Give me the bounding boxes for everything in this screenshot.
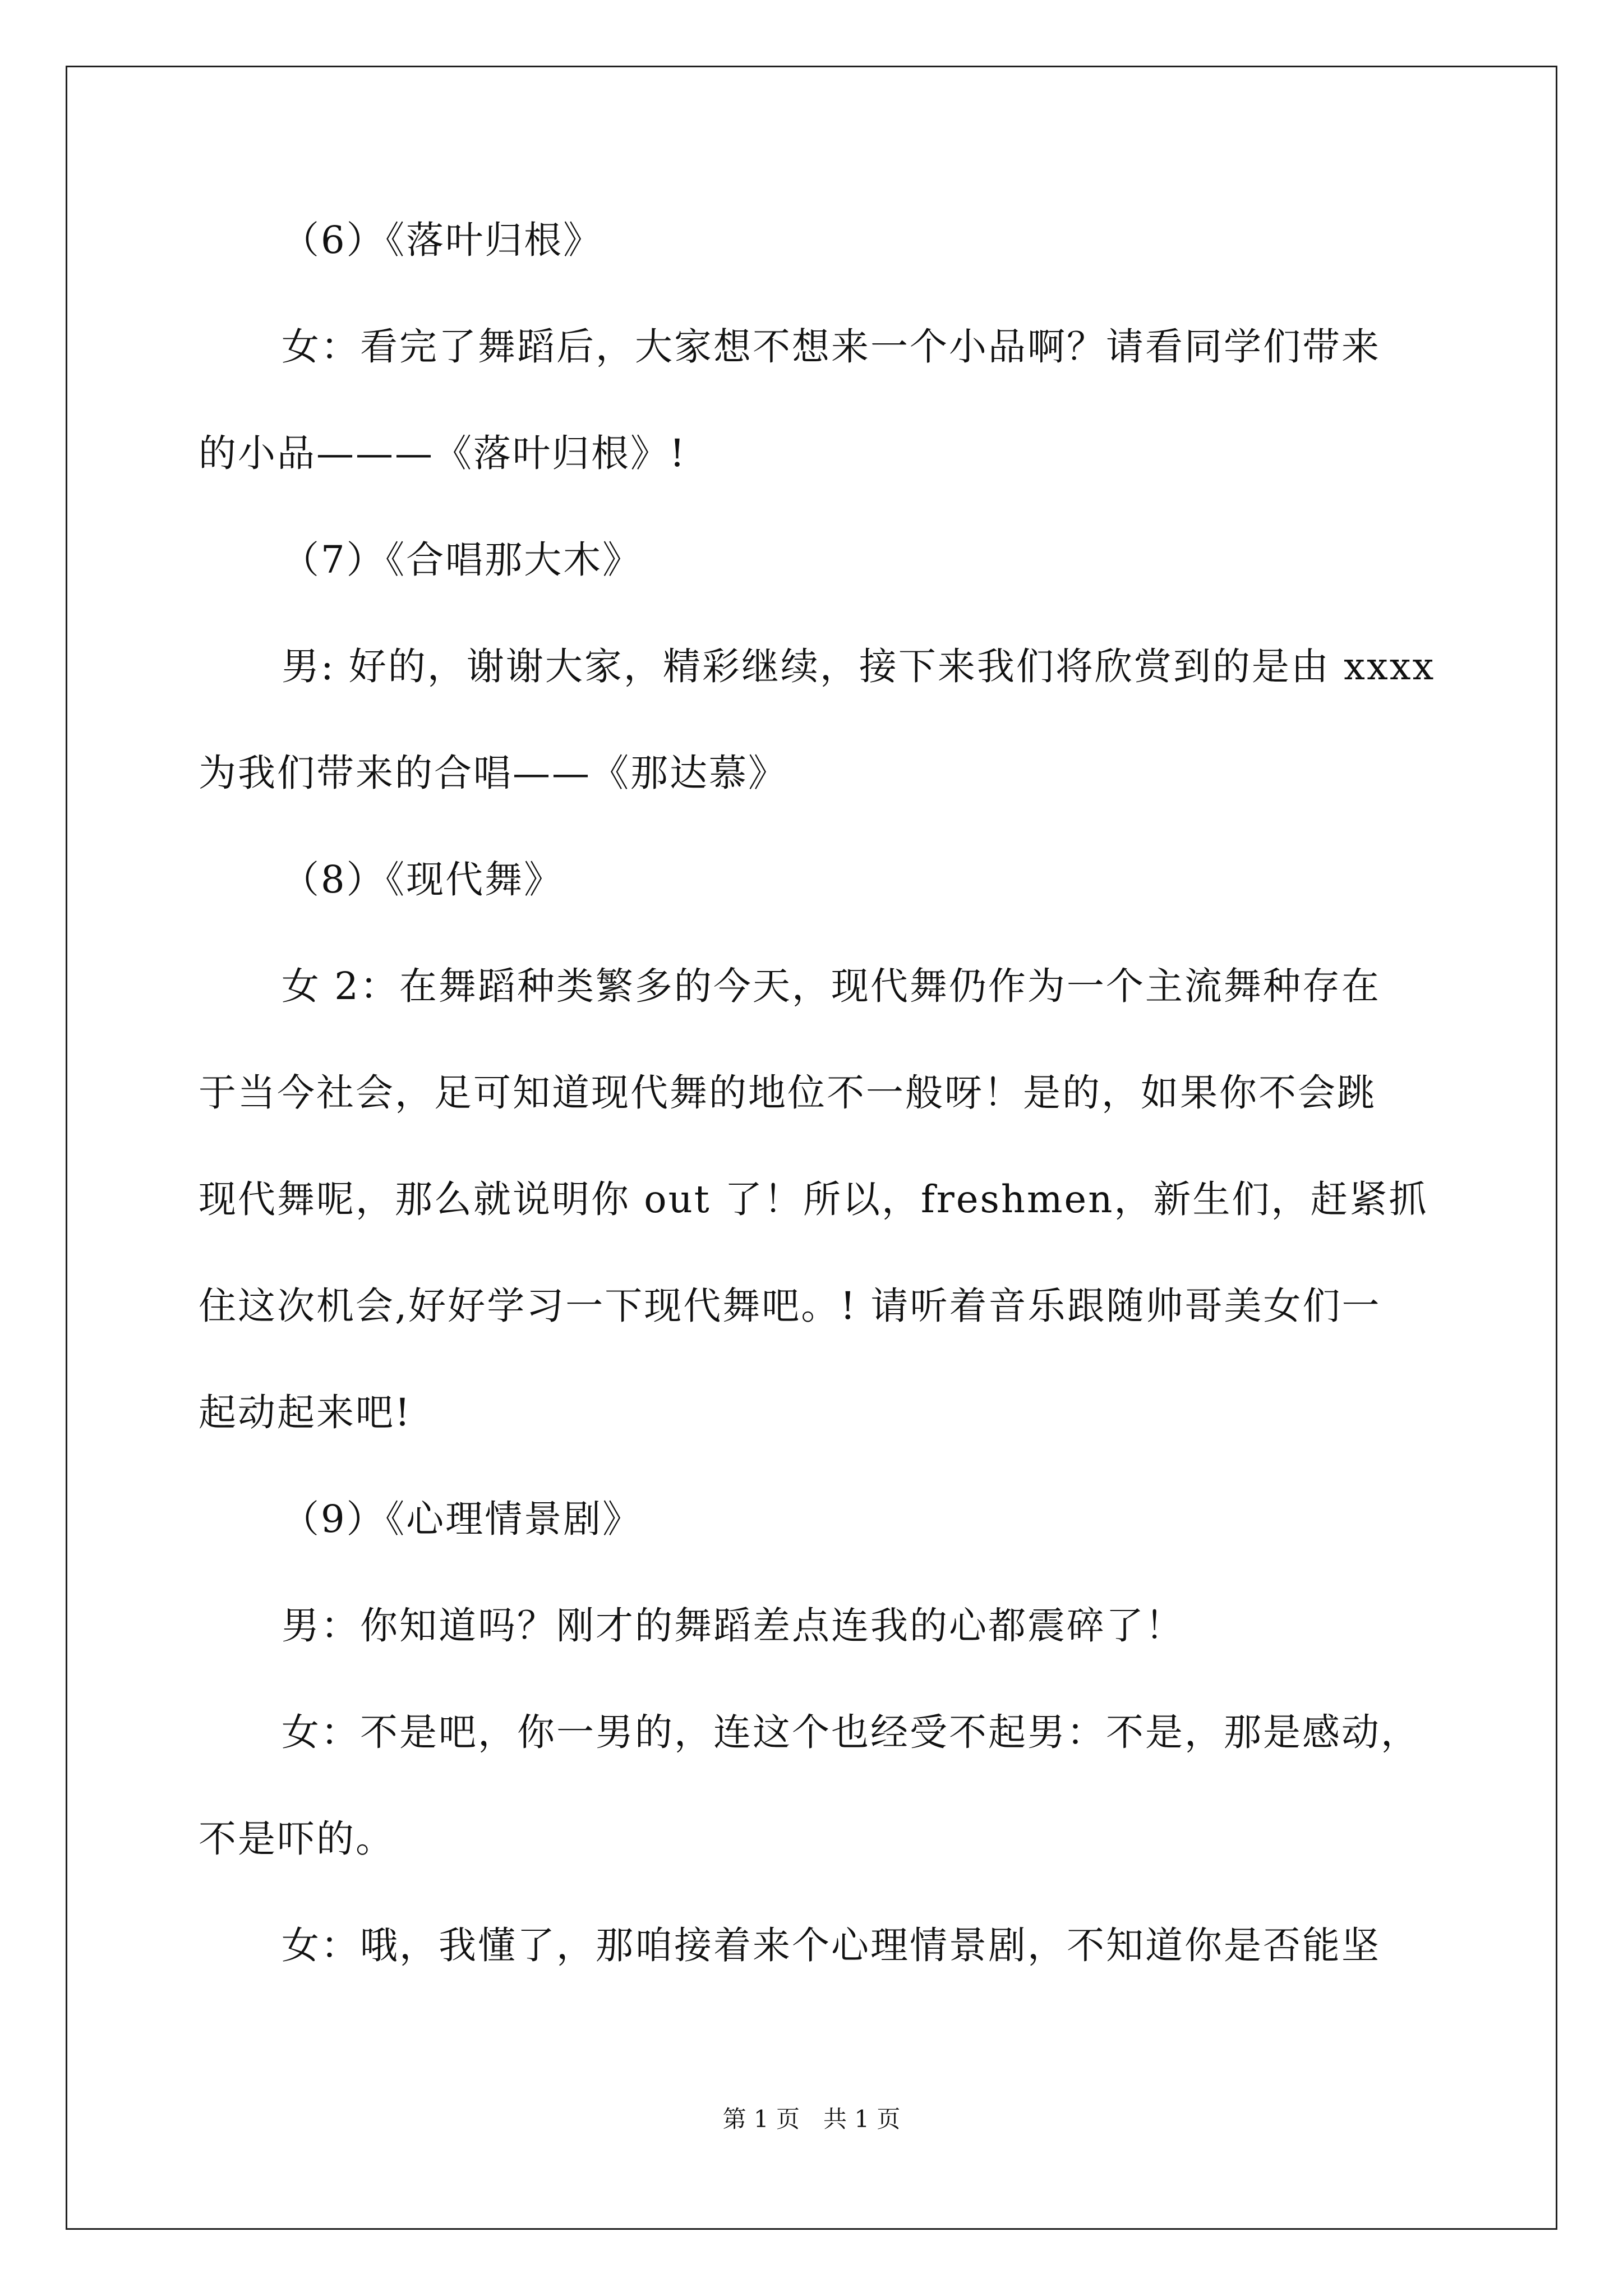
- paragraph-line: 女：哦，我懂了，那咱接着来个心理情景剧，不知道你是否能坚: [282, 1924, 1381, 1967]
- paragraph-line: 女 2：在舞蹈种类繁多的今天，现代舞仍作为一个主流舞种存在: [282, 964, 1381, 1008]
- paragraph-line: 女：不是吧，你一男的，连这个也经受不起男：不是，那是感动，: [282, 1710, 1420, 1754]
- section-heading-9: （9）《心理情景剧》: [282, 1497, 642, 1541]
- paragraph-line: 住这次机会,好好学习一下现代舞吧。! 请听着音乐跟随帅哥美女们一: [199, 1284, 1381, 1328]
- paragraph-line: 男：你知道吗？刚才的舞蹈差点连我的心都震碎了！: [282, 1604, 1184, 1648]
- page-number-footer: 第 1 页 共 1 页: [722, 2105, 901, 2133]
- paragraph-line: 不是吓的。: [199, 1817, 395, 1861]
- paragraph-line: 于当今社会，足可知道现代舞的地位不一般呀！是的，如果你不会跳: [199, 1071, 1376, 1115]
- paragraph-line: 女：看完了舞蹈后，大家想不想来一个小品啊？请看同学们带来: [282, 325, 1381, 369]
- paragraph-line: 现代舞呢，那么就说明你 out 了！所以，freshmen，新生们，赶紧抓: [199, 1177, 1428, 1221]
- section-heading-7: （7）《合唱那大木》: [282, 538, 642, 582]
- section-heading-8: （8）《现代舞》: [282, 858, 564, 901]
- paragraph-line: 男: 好的，谢谢大家，精彩继续，接下来我们将欣赏到的是由 xxxx: [282, 645, 1436, 688]
- paragraph-line: 为我们带来的合唱——《那达慕》: [199, 751, 787, 795]
- page-border: [66, 66, 1557, 2230]
- section-heading-6: （6）《落叶归根》: [282, 218, 603, 262]
- paragraph-line: 的小品———《落叶归根》!: [199, 431, 686, 475]
- paragraph-line: 起动起来吧!: [199, 1391, 412, 1434]
